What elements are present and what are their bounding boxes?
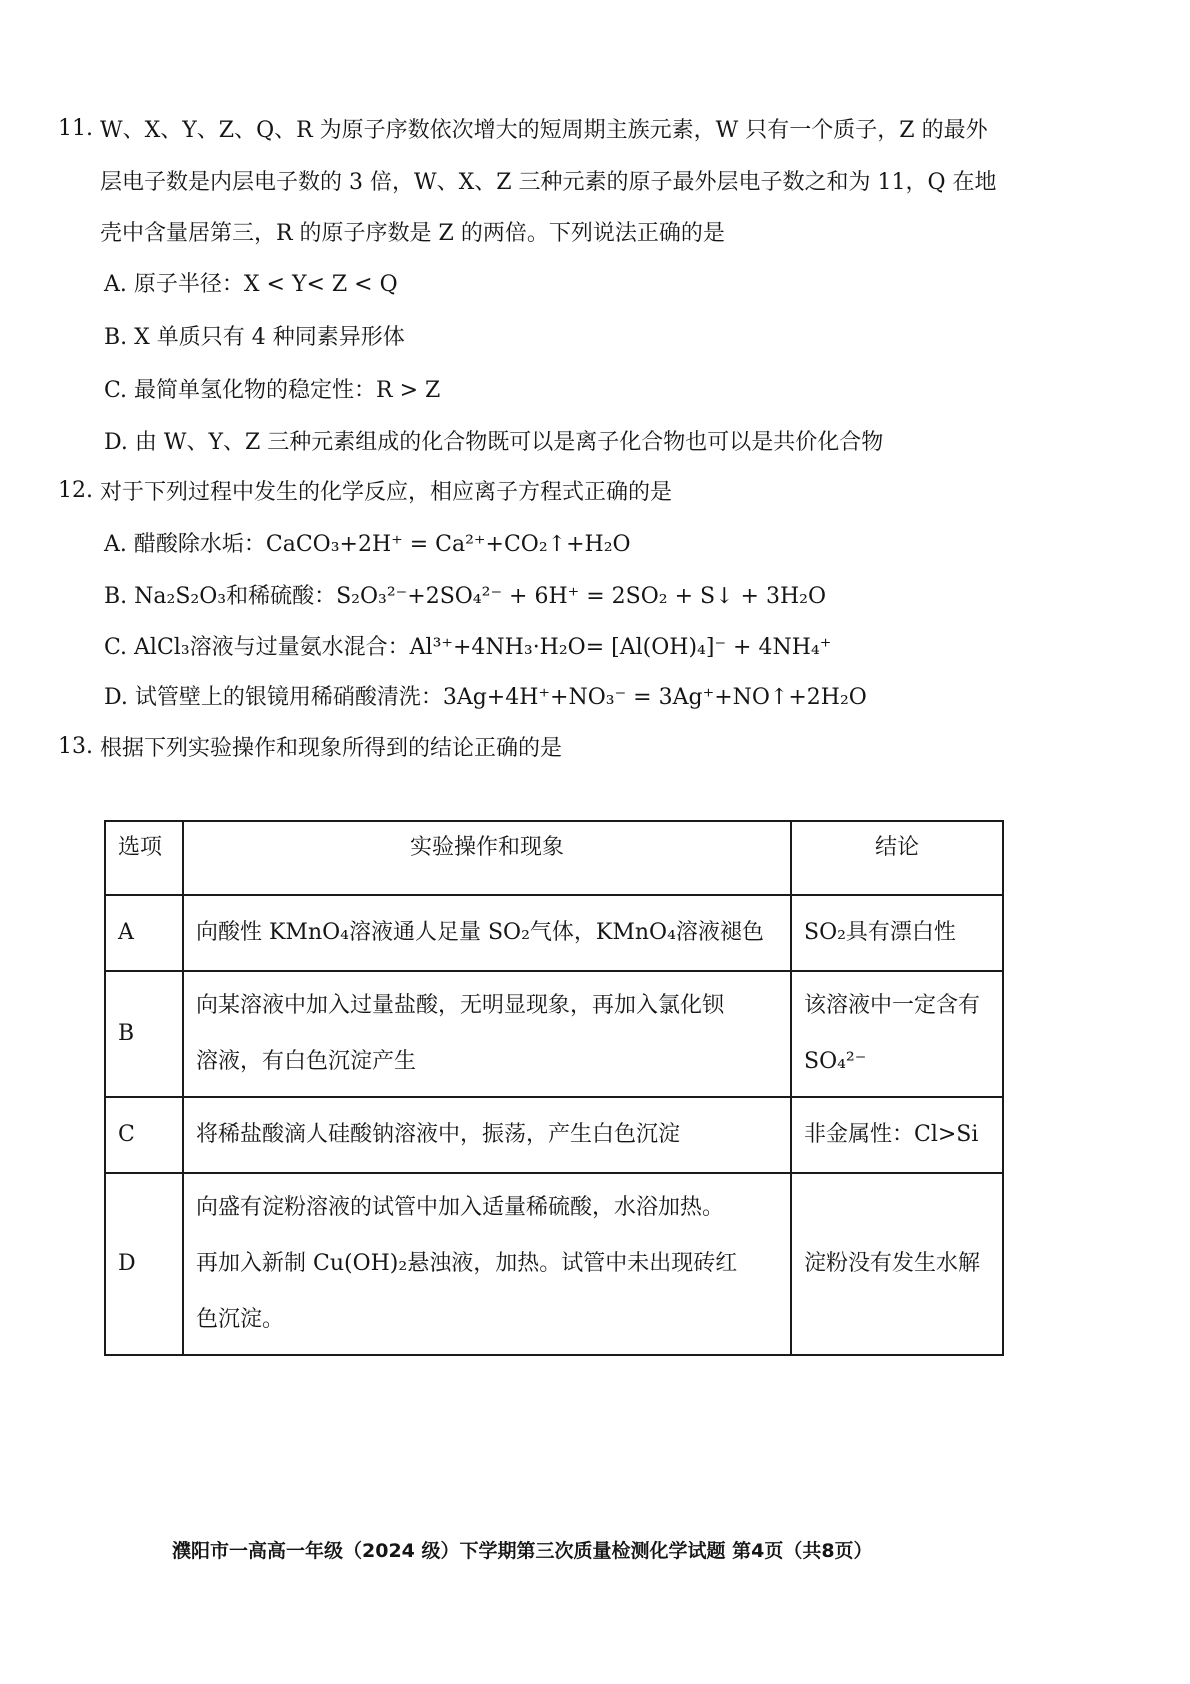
question-12-option-c: C. AlCl₃溶液与过量氨水混合：Al³⁺+4NH₃·H₂O= [Al(OH)₄]⁻ + 4NH₄⁺ bbox=[104, 635, 832, 660]
operation-line: 再加入新制 Cu(OH)₂悬浊液，加热。试管中未出现砖红 bbox=[196, 1251, 738, 1276]
row-operation: 将稀盐酸滴人硅酸钠溶液中，振荡，产生白色沉淀 bbox=[183, 1097, 791, 1173]
row-option: D bbox=[105, 1173, 183, 1355]
table-row bbox=[105, 895, 1003, 971]
table-row bbox=[105, 971, 1003, 1097]
header-conclusion: 结论 bbox=[791, 821, 1003, 895]
operation-line: 色沉淀。 bbox=[196, 1307, 285, 1332]
header-operation: 实验操作和现象 bbox=[183, 821, 791, 895]
question-11-option-c: C. 最简单氢化物的稳定性：R > Z bbox=[104, 378, 441, 403]
row-operation bbox=[183, 1173, 791, 1355]
row-operation: 向酸性 KMnO₄溶液通人足量 SO₂气体，KMnO₄溶液褪色 bbox=[183, 895, 791, 971]
question-11-stem-line1: W、X、Y、Z、Q、R 为原子序数依次增大的短周期主族元素，W 只有一个质子，Z 的最外 bbox=[100, 118, 988, 143]
question-13-stem: 根据下列实验操作和现象所得到的结论正确的是 bbox=[100, 736, 563, 761]
question-12-option-b: B. Na₂S₂O₃和稀硫酸：S₂O₃²⁻+2SO₄²⁻ + 6H⁺ = 2SO₂ + S↓ + 3H₂O bbox=[104, 584, 826, 609]
question-12-option-a: A. 醋酸除水垢：CaCO₃+2H⁺ = Ca²⁺+CO₂↑+H₂O bbox=[104, 532, 631, 557]
header-option: 选项 bbox=[105, 821, 183, 895]
operation-line: 向盛有淀粉溶液的试管中加入适量稀硫酸，水浴加热。 bbox=[196, 1195, 725, 1220]
conclusion-line: SO₄²⁻ bbox=[804, 1049, 867, 1074]
row-option: A bbox=[105, 895, 183, 971]
question-11-number: 11. bbox=[58, 116, 93, 141]
row-conclusion: 非金属性：Cl>Si bbox=[791, 1097, 1003, 1173]
row-conclusion: SO₂具有漂白性 bbox=[791, 895, 1003, 971]
row-operation bbox=[183, 971, 791, 1097]
conclusion-line: 该溶液中一定含有 bbox=[804, 993, 981, 1018]
table-row bbox=[105, 1173, 1003, 1355]
row-conclusion bbox=[791, 971, 1003, 1097]
page-footer: 濮阳市一高高一年级（2024 级）下学期第三次质量检测化学试题 第4页（共8页） bbox=[172, 1540, 873, 1562]
question-12-number: 12. bbox=[58, 478, 93, 503]
question-13-number: 13. bbox=[58, 734, 93, 759]
operation-line: 向某溶液中加入过量盐酸，无明显现象，再加入氯化钡 bbox=[196, 993, 725, 1018]
row-option: B bbox=[105, 971, 183, 1097]
question-11-option-a: A. 原子半径：X < Y< Z < Q bbox=[104, 272, 398, 297]
table-row bbox=[105, 1097, 1003, 1173]
question-11-option-d: D. 由 W、Y、Z 三种元素组成的化合物既可以是离子化合物也可以是共价化合物 bbox=[104, 430, 884, 455]
question-11-stem-line2: 层电子数是内层电子数的 3 倍，W、X、Z 三种元素的原子最外层电子数之和为 11，Q 在地 bbox=[100, 170, 997, 195]
experiment-table bbox=[104, 820, 1004, 1356]
question-12-option-d: D. 试管壁上的银镜用稀硝酸清洗：3Ag+4H⁺+NO₃⁻ = 3Ag⁺+NO↑+2H₂O bbox=[104, 685, 867, 710]
question-11-option-b: B. X 单质只有 4 种同素异形体 bbox=[104, 325, 405, 350]
question-12-stem: 对于下列过程中发生的化学反应，相应离子方程式正确的是 bbox=[100, 480, 673, 505]
question-11-stem-line3: 壳中含量居第三，R 的原子序数是 Z 的两倍。下列说法正确的是 bbox=[100, 221, 725, 246]
row-option: C bbox=[105, 1097, 183, 1173]
table-header-row bbox=[105, 821, 1003, 895]
operation-line: 溶液，有白色沉淀产生 bbox=[196, 1049, 417, 1074]
row-conclusion: 淀粉没有发生水解 bbox=[791, 1173, 1003, 1355]
